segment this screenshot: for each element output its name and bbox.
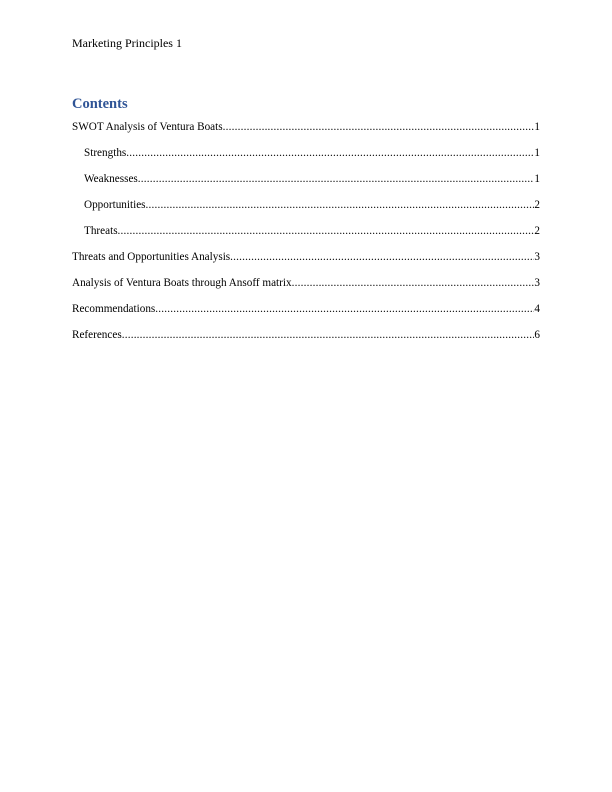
toc-dot-leader bbox=[223, 120, 535, 134]
toc-entry-weaknesses[interactable] bbox=[72, 172, 540, 198]
toc-heading: Contents bbox=[72, 96, 128, 112]
toc-dot-leader bbox=[155, 302, 534, 316]
toc-page-number: 1 bbox=[534, 121, 540, 133]
toc-entry-text: Weaknesses bbox=[84, 173, 138, 185]
toc-dot-leader bbox=[126, 146, 534, 160]
toc-entry-swot-analysis[interactable] bbox=[72, 120, 540, 146]
toc-page-number: 4 bbox=[534, 303, 540, 315]
toc-dot-leader bbox=[138, 172, 535, 186]
toc-page-number: 6 bbox=[534, 329, 540, 341]
toc-entry-text: Threats bbox=[84, 225, 118, 237]
toc-entry-text: Opportunities bbox=[84, 199, 146, 211]
toc-dot-leader bbox=[292, 276, 535, 290]
toc-entry-text: Threats and Opportunities Analysis bbox=[72, 251, 231, 263]
toc-dot-leader bbox=[230, 250, 534, 264]
toc-entry-strengths[interactable] bbox=[72, 146, 540, 172]
toc-entry-recommendations[interactable] bbox=[72, 302, 540, 328]
toc-page-number: 1 bbox=[534, 147, 540, 159]
toc-dot-leader bbox=[118, 224, 535, 238]
toc-dot-leader bbox=[146, 198, 535, 212]
toc-page-number: 3 bbox=[534, 277, 540, 289]
toc-entry-text: SWOT Analysis of Ventura Boats bbox=[72, 121, 223, 133]
toc-page-number: 3 bbox=[534, 251, 540, 263]
page-header: Marketing Principles 1 bbox=[72, 36, 182, 50]
toc-page-number: 2 bbox=[534, 199, 540, 211]
toc-entry-text: Analysis of Ventura Boats through Ansoff matrix bbox=[72, 277, 292, 289]
toc-entry-opportunities[interactable] bbox=[72, 198, 540, 224]
toc-entry-threats[interactable] bbox=[72, 224, 540, 250]
toc-entry-references[interactable] bbox=[72, 328, 540, 354]
toc-entry-threats-opportunities-analysis[interactable] bbox=[72, 250, 540, 276]
toc-entry-text: Strengths bbox=[84, 147, 127, 159]
toc-entry-ansoff-matrix[interactable] bbox=[72, 276, 540, 302]
toc-page-number: 2 bbox=[534, 225, 540, 237]
toc-page-number: 1 bbox=[534, 173, 540, 185]
toc-entry-text: Recommendations bbox=[72, 303, 156, 315]
toc-dot-leader bbox=[122, 328, 535, 342]
toc-entry-text: References bbox=[72, 329, 122, 341]
table-of-contents bbox=[72, 120, 540, 354]
